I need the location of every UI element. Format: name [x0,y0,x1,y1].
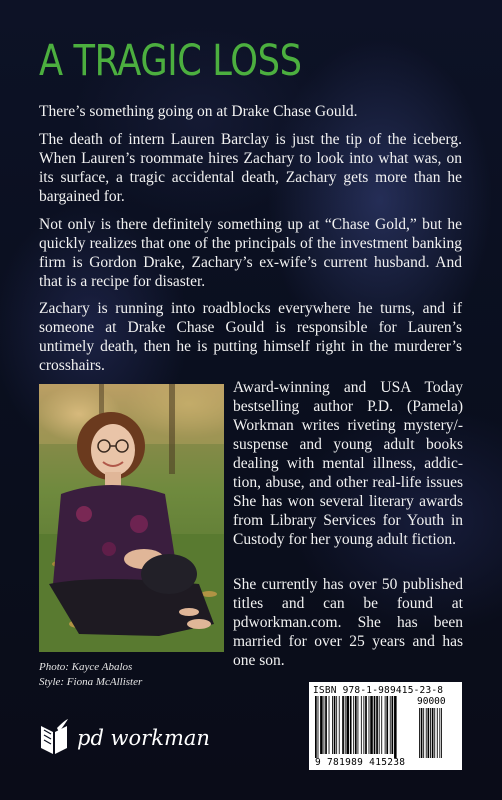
barcode-addon-bar [423,708,424,758]
barcode-bar [320,696,323,754]
barcode-addon-bar [432,708,434,758]
barcode-bar [334,696,336,754]
barcode-bar [386,696,388,754]
barcode-bar [358,696,359,754]
barcode-bar [394,696,397,758]
author-portrait-illustration [39,384,224,652]
barcode-bar [392,696,394,754]
barcode-bar [376,696,378,754]
barcode-bar [363,696,364,754]
barcode-bar [374,696,376,754]
barcode-bar [385,696,386,754]
barcode-bar [346,696,349,754]
barcode-bar [324,696,325,754]
isbn-label: ISBN 978-1-989415-23-8 [313,685,444,696]
publisher-logo-text: pd workman [77,726,210,750]
publisher-logo [39,716,210,760]
barcode-addon-bar [439,708,440,758]
book-title: A TRAGIC LOSS [39,36,302,86]
photo-credit: Photo: Kayce Abalos [39,661,133,673]
blurb-paragraph-4: Zachary is running into roadblocks everywhere he turns, and if someone at Drake Chase Gould is responsible for Lauren’s untimely death, then he is putting himself right in the murderer’s crosshairs. [39,300,462,374]
barcode-bar [361,696,362,754]
blurb-paragraph-3: Not only is there definitely something up at “Chase Gold,” but he quickly realizes that one of the principals of the investment banking firm is Gordon Drake, Zachary’s ex-wife’s current husband. And that is a recipe for disaster. [39,216,462,290]
barcode-bar [339,696,340,754]
barcode-addon-bar [421,708,423,758]
barcode-bar [381,696,382,754]
barcode-addon-bar [434,708,435,758]
barcode-addon-bar [426,708,427,758]
barcode-addon-bar [437,708,438,758]
barcode-bar [332,696,333,754]
isbn-addon-code: 90000 [417,696,446,707]
author-bio-paragraph-1: Award-winning and USA Today bestselling author P.D. (Pamela) Workman writes riveting mystery/-suspense and young adult books dealing with mental illness, addic-tion, abuse, and other real-life issues She has won several literary awards from Library Services for Youth in Custody for her young adult fiction. [233,379,463,548]
barcode-digits: 9 781989 415238 [315,757,406,768]
blurb-paragraph-2: The death of intern Lauren Barclay is just the tip of the iceberg. When Lauren’s roommate hires Zachary to look into what was, on its surface, a tragic accidental death, Zachary gets more than he bargained for. [39,131,462,205]
barcode-bar [325,696,327,754]
barcode-bar [342,696,344,754]
barcode-addon-bar [441,708,442,758]
author-photo [39,384,224,652]
barcode-bar [365,696,367,754]
barcode-bar [345,696,346,754]
barcode-addon-bar [430,708,431,758]
barcode-addon-bar [419,708,420,758]
style-credit: Style: Fiona McAllister [39,676,143,688]
author-bio-paragraph-2: She currently has over 50 published titles and can be found at pdworkman.com. She has been married for over 25 years and has one son. [233,576,463,669]
barcode-bar [336,696,337,754]
barcode-bar [355,696,357,754]
open-book-quill-icon [39,718,69,758]
barcode-bar [370,696,373,754]
barcode-bar [329,696,330,754]
barcode-bars [313,696,458,758]
blurb-paragraph-1: There’s something going on at Drake Chase Gould. [39,103,358,120]
barcode-bar [379,696,380,754]
isbn-barcode [309,682,462,770]
barcode-bar [350,696,352,754]
barcode-bar [390,696,391,754]
barcode-bar [315,696,317,758]
barcode-bar [353,696,354,754]
barcode-bar [318,696,319,758]
barcode-addon-bar [428,708,430,758]
barcode-bar [369,696,370,754]
